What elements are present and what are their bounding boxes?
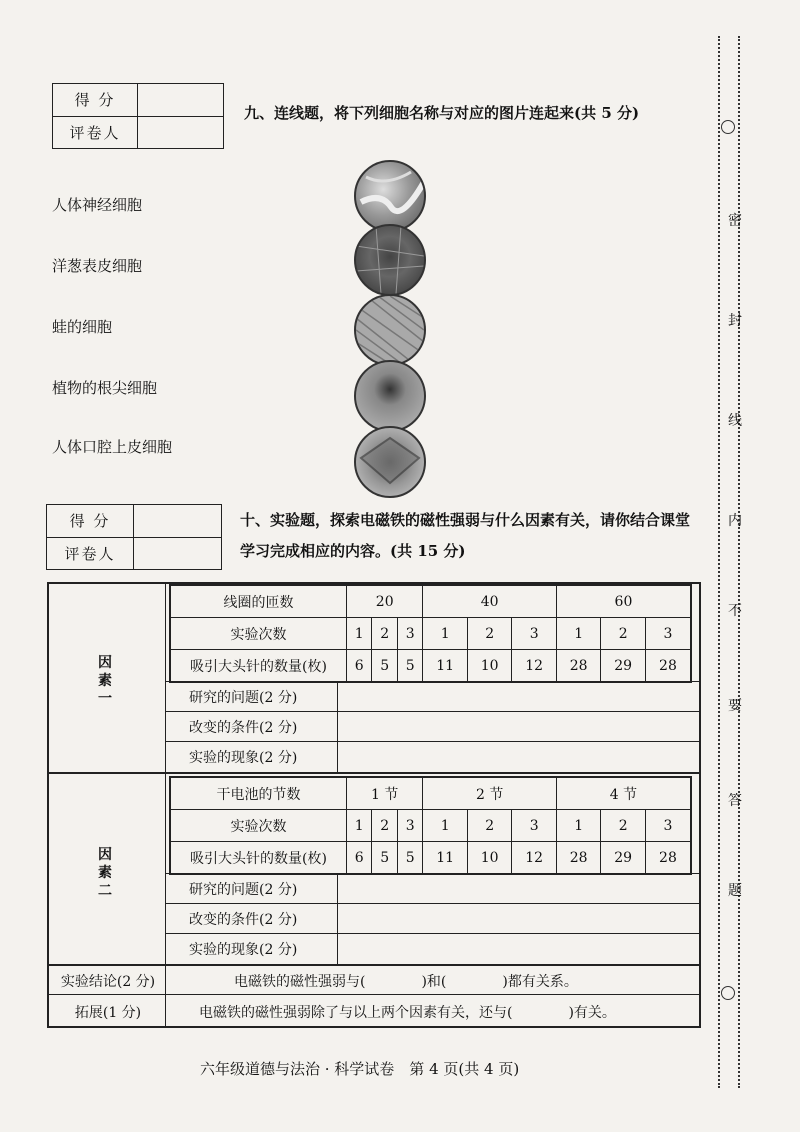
binding-circle-bottom: [721, 986, 735, 1000]
count-cell: 11: [423, 842, 468, 875]
factor1-data-table: [169, 584, 692, 683]
factor1-phenomenon-answer[interactable]: [339, 742, 695, 771]
margin-char: 不: [728, 603, 742, 619]
factor2-row-label: 实验的现象(2 分): [189, 942, 298, 958]
micrograph-frog-cell[interactable]: [354, 294, 426, 366]
margin-char: 题: [728, 883, 742, 899]
trial-cell: 1: [556, 810, 601, 842]
page-footer: 六年级道德与法治 · 科学试卷 第 4 页(共 4 页): [200, 1060, 520, 1078]
count-cell: 5: [372, 650, 397, 683]
factor1-condition-answer[interactable]: [339, 712, 695, 740]
count-cell: 6: [347, 650, 372, 683]
count-cell: 5: [397, 650, 422, 683]
score-field[interactable]: [134, 505, 222, 538]
factor2-group: 4 节: [556, 777, 691, 810]
trial-cell: 3: [512, 618, 557, 650]
count-cell: 12: [512, 842, 557, 875]
micrograph-onion-cell[interactable]: [354, 224, 426, 296]
extension-text[interactable]: 电磁铁的磁性强弱除了与以上两个因素有关，还与( )有关。: [199, 1005, 616, 1021]
count-cell: 28: [556, 842, 601, 875]
binding-line-inner: [738, 36, 740, 1088]
trial-cell: 2: [601, 810, 646, 842]
conclusion-label: 实验结论(2 分): [60, 974, 156, 990]
q10-title-line2: 学习完成相应的内容。(共 15 分): [240, 542, 466, 560]
factor1-group: 60: [556, 585, 691, 618]
experiment-table: [47, 582, 701, 1028]
grader-label: 评卷人: [53, 116, 138, 149]
trial-cell: 3: [645, 618, 691, 650]
q9-cell-name: 人体口腔上皮细胞: [52, 438, 173, 456]
extension-label: 拓展(1 分): [74, 1005, 142, 1021]
factor2-condition-answer[interactable]: [339, 904, 695, 932]
q9-cell-name: 植物的根尖细胞: [52, 379, 158, 397]
trial-cell: 2: [601, 618, 646, 650]
score-label: 得 分: [53, 84, 138, 117]
count-cell: 5: [372, 842, 397, 875]
margin-char: 内: [728, 513, 742, 529]
q9-cell-name: 蛙的细胞: [52, 318, 113, 336]
count-cell: 29: [601, 842, 646, 875]
binding-line-outer: [718, 36, 720, 1088]
factor1-header-label: 线圈的匝数: [170, 585, 347, 618]
trial-cell: 3: [645, 810, 691, 842]
factor2-label: 因素二: [98, 847, 112, 899]
count-cell: 29: [601, 650, 646, 683]
factor2-trial-label: 实验次数: [170, 810, 347, 842]
trial-cell: 1: [347, 618, 372, 650]
count-cell: 28: [645, 842, 691, 875]
count-cell: 28: [645, 650, 691, 683]
grader-field[interactable]: [134, 537, 222, 570]
grader-field[interactable]: [138, 116, 224, 149]
factor2-question-answer[interactable]: [339, 874, 695, 902]
trial-cell: 3: [512, 810, 557, 842]
factor2-count-label: 吸引大头针的数量(枚): [170, 842, 347, 875]
trial-cell: 3: [397, 618, 422, 650]
factor2-header-label: 干电池的节数: [170, 777, 347, 810]
factor1-row-label: 实验的现象(2 分): [189, 750, 298, 766]
trial-cell: 2: [372, 618, 397, 650]
margin-char: 答: [728, 793, 742, 809]
score-label: 得 分: [47, 505, 134, 538]
factor1-question-answer[interactable]: [339, 682, 695, 710]
trial-cell: 1: [347, 810, 372, 842]
margin-char: 线: [728, 413, 742, 429]
q9-title: 九、连线题，将下列细胞名称与对应的图片连起来(共 5 分): [244, 104, 640, 122]
factor2-group: 2 节: [423, 777, 557, 810]
factor2-row-label: 研究的问题(2 分): [189, 882, 298, 898]
micrograph-nerve-cell[interactable]: [354, 160, 426, 232]
count-cell: 28: [556, 650, 601, 683]
factor1-label: 因素一: [98, 655, 112, 707]
margin-char: 密: [728, 213, 742, 229]
factor1-count-label: 吸引大头针的数量(枚): [170, 650, 347, 683]
score-box-q9: [52, 83, 224, 149]
trial-cell: 1: [423, 810, 468, 842]
trial-cell: 1: [423, 618, 468, 650]
binding-circle-top: [721, 120, 735, 134]
trial-cell: 2: [467, 618, 512, 650]
q9-cell-name: 人体神经细胞: [52, 196, 143, 214]
count-cell: 11: [423, 650, 468, 683]
trial-cell: 2: [372, 810, 397, 842]
margin-char: 要: [728, 698, 742, 714]
trial-cell: 1: [556, 618, 601, 650]
q10-title-line1: 十、实验题，探索电磁铁的磁性强弱与什么因素有关，请你结合课堂: [240, 511, 691, 529]
grader-label: 评卷人: [47, 537, 134, 570]
count-cell: 5: [397, 842, 422, 875]
factor2-phenomenon-answer[interactable]: [339, 934, 695, 963]
micrograph-oral-epithelial-cell[interactable]: [354, 426, 426, 498]
margin-char: 封: [728, 313, 742, 329]
micrograph-root-tip-cell[interactable]: [354, 360, 426, 432]
score-box-q10: [46, 504, 222, 570]
count-cell: 10: [467, 842, 512, 875]
factor1-row-label: 研究的问题(2 分): [189, 690, 298, 706]
count-cell: 12: [512, 650, 557, 683]
trial-cell: 2: [467, 810, 512, 842]
trial-cell: 3: [397, 810, 422, 842]
conclusion-text[interactable]: 电磁铁的磁性强弱与( )和( )都有关系。: [234, 974, 578, 990]
factor1-group: 20: [347, 585, 423, 618]
score-field[interactable]: [138, 84, 224, 117]
count-cell: 10: [467, 650, 512, 683]
factor1-row-label: 改变的条件(2 分): [189, 720, 298, 736]
q9-cell-name: 洋葱表皮细胞: [52, 257, 143, 275]
factor1-trial-label: 实验次数: [170, 618, 347, 650]
factor2-group: 1 节: [347, 777, 423, 810]
factor2-row-label: 改变的条件(2 分): [189, 912, 298, 928]
factor2-data-table: [169, 776, 692, 875]
factor1-group: 40: [423, 585, 557, 618]
count-cell: 6: [347, 842, 372, 875]
